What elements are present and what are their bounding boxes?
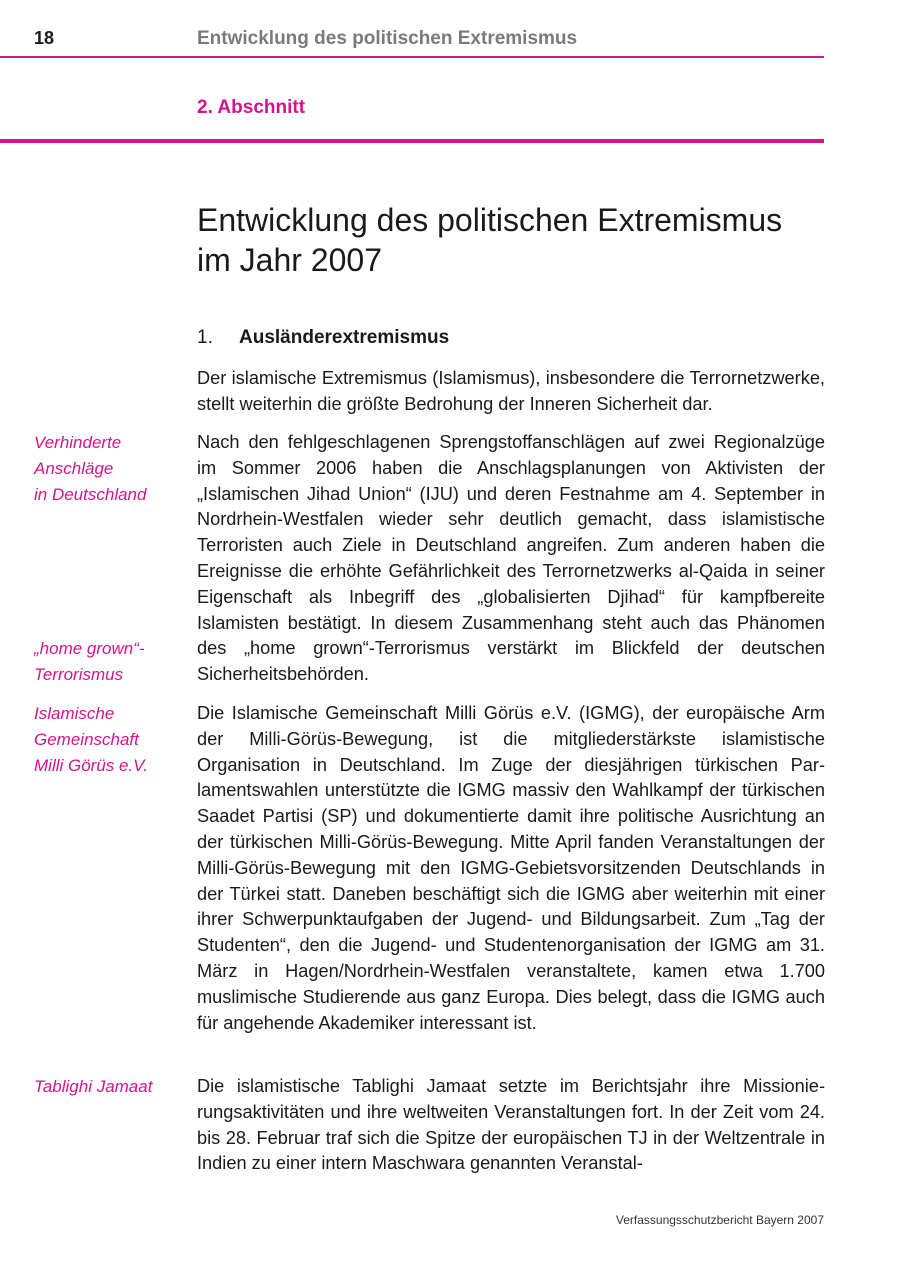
margin-note-line: „home grown“-: [34, 639, 145, 658]
chapter-title-line-2: im Jahr 2007: [197, 242, 382, 278]
section-heading: [197, 327, 449, 349]
margin-note-line: Verhinderte: [34, 433, 122, 452]
margin-note-line: Tablighi Jamaat: [34, 1077, 153, 1096]
margin-note-line: Terrorismus: [34, 664, 124, 684]
running-title: Entwicklung des politischen Extremismus: [197, 28, 578, 49]
paragraph-igmg: Die Islamische Gemeinschaft Milli Görüs e.V. (IGMG), der europäische Arm der Milli-Görüs-Bewegung, ist die mitgliederstärkste islamistische Organisation in Deutschland. Im Zuge der diesjährigen türkischen Parlamentswahlen unterstützte die IGMG massiv den Wahlkampf der türkischen Saadet Partisi (SP) und dokumentierte damit ihre politische Ausrichtung an der türkischen Milli-Görüs-Bewegung. Mitte April fanden Veranstaltungen der Milli-Görüs-Bewegung mit den IGMG-Gebietsvorsitzenden Deutschlands in der Türkei statt. Daneben beschäftigt sich die IGMG aber weiterhin mit einer ihrer Schwerpunktaufgaben der Jugend- und Bildungsarbeit. Zum „Tag der Studenten“, den die Jugend- und Studentenorganisation der IGMG am 31. März in Hagen/Nordrhein-Westfalen veranstaltete, kamen etwa 1.700 muslimische Studierende aus ganz Europa. Dies belegt, dass die IGMG auch für angehende Akademiker interessant ist.: [197, 703, 825, 1033]
section-divider: [0, 139, 824, 143]
header-divider: [0, 56, 824, 58]
margin-note-anschlaege: [34, 430, 184, 507]
margin-note-home-grown: [34, 636, 184, 688]
chapter-title-line-1: Entwicklung des politischen Extremismus: [197, 202, 783, 238]
footer-text: Verfassungsschutzbericht Bayern 2007: [615, 1213, 824, 1227]
margin-note-line: Anschläge: [34, 458, 114, 478]
section-label: 2. Abschnitt: [197, 97, 306, 118]
margin-note-tablighi: [34, 1074, 184, 1100]
margin-note-line: Gemeinschaft: [34, 729, 139, 749]
paragraph-tablighi: Die islamistische Tablighi Jamaat setzte im Berichtsjahr ihre Missionierungsaktivitäten und ihre weltweiten Veranstaltungen fort. In der Zeit vom 24. bis 28. Februar traf sich die Spitze der europäischen TJ in der Weltzentrale in Indien zu einer intern Maschwara genannten Veranstal-: [197, 1076, 825, 1174]
page-number: 18: [34, 28, 55, 48]
margin-note-igmg: [34, 701, 184, 778]
margin-note-line: Islamische: [34, 704, 115, 723]
margin-note-line: Milli Görüs e.V.: [34, 755, 148, 775]
section-heading-number: 1.: [197, 327, 213, 348]
section-heading-text: Ausländerextremismus: [239, 327, 450, 348]
chapter-title: [197, 200, 837, 280]
margin-note-line: in Deutschland: [34, 484, 147, 504]
paragraph-intro: Der islamische Extremismus (Islamismus), insbesondere die Terrornetzwerke, stellt weiterhin die größte Bedrohung der Inneren Sicherheit dar.: [197, 368, 825, 414]
paragraph-anschlaege: Nach den fehlgeschlagenen Sprengstoffanschlägen auf zwei Regionalzüge im Sommer 2006 haben die Anschlagsplanungen von Aktivisten der „Islamischen Jihad Union“ (IJU) und deren Festnahme am 4. September in Nordrhein-Westfalen wieder sehr deutlich gemacht, dass islamistische Terroristen auch Ziele in Deutschland angreifen. Zum anderen haben die Ereignisse die erhöhte Gefährlichkeit des Terrornetzwerks al-Qaida in seiner Eigenschaft als Inbegriff des „globalisierten Djihad“ für kampfbereite Islamisten bestätigt. In diesem Zusammenhang steht auch das Phänomen des „home grown“-Terrorismus verstärkt im Blickfeld der deutschen Sicherheitsbehörden.: [197, 432, 825, 685]
